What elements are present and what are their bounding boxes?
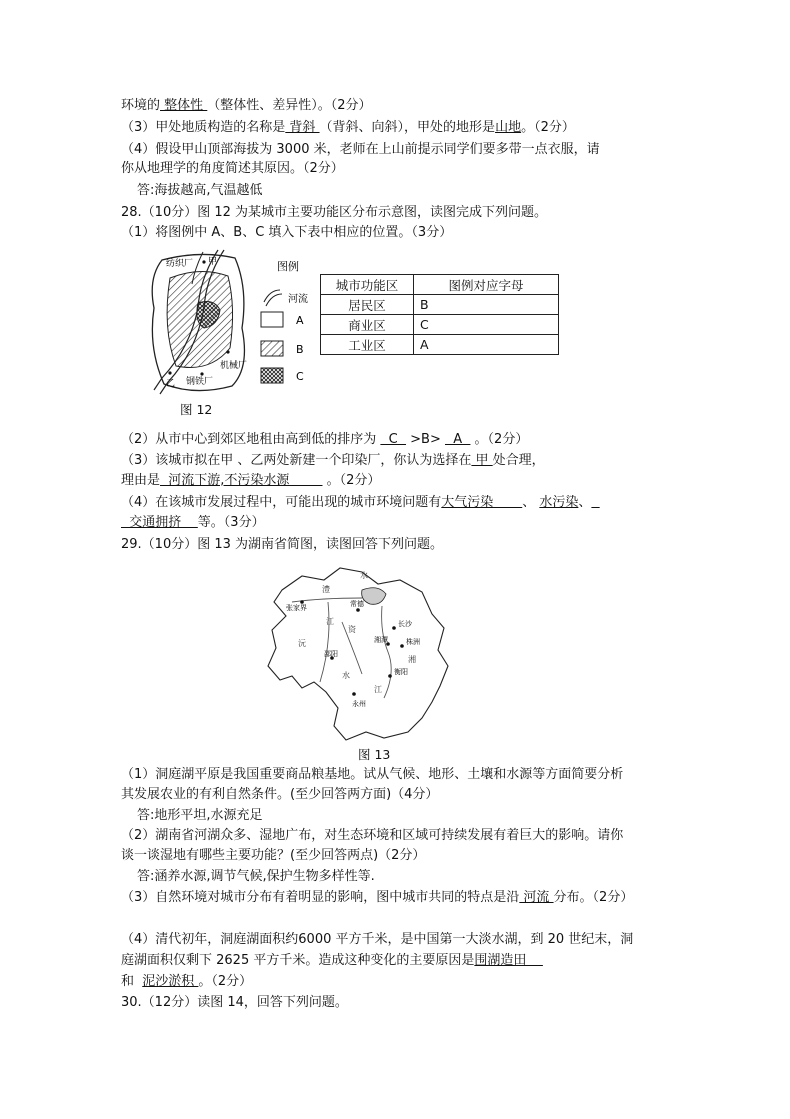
q29-sub4a: （4）清代初年，洞庭湖面积约6000 平方千米，是中国第一大淡水湖，到 20 世纪末，洞 <box>121 932 634 947</box>
legend-river-label: 河流 <box>288 294 308 305</box>
answer-blank: 交通拥挤 <box>121 515 198 530</box>
river-jiang-1: 江 <box>326 617 334 626</box>
label-machinery-factory: 机械厂 <box>220 361 248 371</box>
q28-title: 28.（10分）图 12 为某城市主要功能区分布示意图，读图完成下列问题。 <box>121 205 548 220</box>
table-row <box>321 315 559 335</box>
city-zhuzhou: 株洲 <box>406 638 420 646</box>
q29-sub3 <box>121 889 633 907</box>
label-steel-factory: 钢铁厂 <box>186 377 214 387</box>
q28-sub2 <box>121 431 528 449</box>
text-segment: 。（2分） <box>322 473 381 488</box>
table-cell: A <box>414 335 559 355</box>
text-segment: 。（2分） <box>521 120 575 135</box>
legend-a-label: A <box>296 314 304 327</box>
answer-blank: 整体性 <box>160 98 208 113</box>
text-segment: 分布。（2分） <box>553 890 634 905</box>
text-segment: >B> <box>406 432 445 447</box>
city-xiangtan: 湘潭 <box>374 636 388 644</box>
table-cell: 商业区 <box>321 315 414 335</box>
q27-line2 <box>121 119 575 137</box>
text-segment: 。（2分） <box>198 974 253 989</box>
answer-blank: 大气污染 <box>441 495 523 510</box>
text-segment: 、 <box>522 495 540 510</box>
q28-sub1: （1）将图例中 A、B、C 填入下表中相应的位置。（3分） <box>121 225 453 240</box>
river-li: 澧 <box>322 585 330 594</box>
figure-12-caption: 图 12 <box>180 402 213 417</box>
city-yongzhou: 永州 <box>352 700 366 708</box>
answer-blank: 水污染 <box>539 495 579 510</box>
city-changsha: 长沙 <box>398 620 412 628</box>
legend-river-icon <box>264 290 282 306</box>
answer-blank: 甲 <box>471 453 493 468</box>
text-segment: （3）自然环境对城市分布有着明显的影响，图中城市共同的特点是沿 <box>121 890 520 905</box>
text-segment: 处合理， <box>492 453 545 468</box>
q27-answer: 答:海拔越高,气温越低 <box>137 183 263 198</box>
city-shaoyang: 邵阳 <box>324 650 338 658</box>
text-segment: 、 <box>578 495 592 510</box>
river-zi: 资 <box>348 625 356 634</box>
table-row <box>321 295 559 315</box>
text-segment: （整体性、差异性）。（2分） <box>207 98 372 113</box>
river-shui-2: 水 <box>360 571 368 580</box>
q27-line4: 你从地理学的角度简述其原因。（2分） <box>121 161 344 176</box>
answer-blank: A <box>444 432 471 447</box>
q29-title: 29.（10分）图 13 为湖南省简图，读图回答下列问题。 <box>121 537 444 552</box>
figure-13-hunan-map <box>262 562 462 744</box>
city-changde: 常德 <box>350 600 364 608</box>
figure-12-map <box>140 248 260 398</box>
label-jia: 甲 <box>208 257 218 267</box>
q29-sub2a: （2）湖南省河湖众多、湿地广布，对生态环境和区域可持续发展有着巨大的影响。请你 <box>121 828 624 843</box>
q29-sub4b <box>121 952 543 970</box>
legend-a-swatch <box>261 312 283 327</box>
table-header-row <box>321 275 559 295</box>
q28-sub4a <box>121 494 600 512</box>
text-segment: 理由是 <box>121 473 161 488</box>
legend-c-label: C <box>296 370 304 383</box>
table-cell: 居民区 <box>321 295 414 315</box>
text-segment: 庭湖面积仅剩下 2625 平方千米。造成这种变化的主要原因是 <box>121 953 475 968</box>
text-segment: 和 <box>121 974 143 989</box>
text-segment: 。（2分） <box>470 432 529 447</box>
q28-sub3a <box>121 452 545 470</box>
legend-title: 图例 <box>277 260 299 273</box>
province-outline <box>268 568 448 740</box>
text-segment: （背斜、向斜），甲处的地形是 <box>319 120 496 135</box>
answer-blank: 河流下游,不污染水源 <box>160 473 323 488</box>
text-segment: （3）该城市拟在甲 、乙两处新建一个印染厂，你认为选择在 <box>121 453 472 468</box>
label-yi: 乙 <box>166 379 176 389</box>
label-textile-factory: 纺织厂 <box>166 259 194 269</box>
q29-sub1b: 其发展农业的有利自然条件。(至少回答两方面)（4分） <box>121 787 439 802</box>
function-zone-table <box>320 274 559 355</box>
answer-blank <box>591 495 599 510</box>
answer-blank: 山地 <box>495 120 522 135</box>
answer-blank: C <box>380 432 407 447</box>
river-xiang: 湘 <box>408 655 416 664</box>
legend-b-swatch <box>261 341 283 356</box>
text-segment: （3）甲处地质构造的名称是 <box>121 120 286 135</box>
river-yuan: 沅 <box>298 639 306 648</box>
q30-title: 30.（12分）读图 14，回答下列问题。 <box>121 995 348 1010</box>
q28-sub3b <box>121 472 380 490</box>
q27-line1 <box>121 97 372 115</box>
answer-blank: 泥沙淤积 <box>142 974 199 989</box>
table-cell: 工业区 <box>321 335 414 355</box>
legend-b-label: B <box>296 343 304 356</box>
q29-answer2: 答:涵养水源,调节气候,保护生物多样性等. <box>137 869 375 884</box>
q28-sub4b <box>121 514 265 532</box>
figure-13-caption: 图 13 <box>358 747 391 762</box>
text-segment: （2）从市中心到郊区地租由高到低的排序为 <box>121 432 381 447</box>
answer-blank: 围湖造田 <box>474 953 543 968</box>
table-header: 图例对应字母 <box>414 275 559 295</box>
table-header: 城市功能区 <box>321 275 414 295</box>
river-shui-1: 水 <box>342 671 350 680</box>
q29-answer1: 答:地形平坦,水源充足 <box>137 808 263 823</box>
q27-line3: （4）假设甲山顶部海拔为 3000 米，老师在上山前提示同学们要多带一点衣服，请 <box>121 142 600 157</box>
city-zhangjiajie: 张家界 <box>286 604 307 612</box>
answer-blank: 背斜 <box>285 120 320 135</box>
q29-sub2b: 谈一谈湿地有哪些主要功能？(至少回答两点)（2分） <box>121 848 426 863</box>
table-cell: C <box>414 315 559 335</box>
q29-sub4c <box>121 973 252 991</box>
table-row <box>321 335 559 355</box>
city-hengyang: 衡阳 <box>394 668 408 676</box>
figure-12-legend <box>258 256 318 386</box>
answer-blank: 河流 <box>519 890 554 905</box>
text-segment: 等。（3分） <box>197 515 265 530</box>
q29-sub1a: （1）洞庭湖平原是我国重要商品粮基地。试从气候、地形、土壤和水源等方面简要分析 <box>121 767 624 782</box>
text-segment: （4）在该城市发展过程中，可能出现的城市环境问题有 <box>121 495 442 510</box>
table-cell: B <box>414 295 559 315</box>
text-segment: 环境的 <box>121 98 161 113</box>
legend-c-swatch <box>261 368 283 383</box>
river-jiang-2: 江 <box>374 685 382 694</box>
